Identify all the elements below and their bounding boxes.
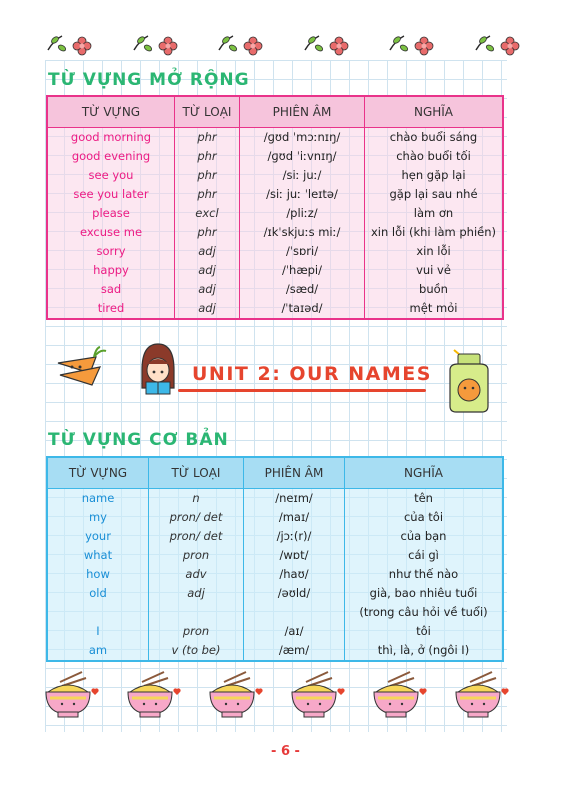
phonetic-cell: /ˈsɒri/ — [240, 242, 365, 261]
bowl-row — [40, 668, 512, 726]
type-cell: adj — [175, 261, 240, 280]
table-row — [47, 166, 503, 185]
header-type: TỪ LOẠI — [175, 96, 240, 128]
table-header-row — [47, 457, 503, 489]
meaning-cell: cái gì — [345, 546, 504, 565]
table-row — [47, 527, 503, 546]
flower-icon — [468, 28, 530, 62]
header-meaning: NGHĨA — [365, 96, 504, 128]
flower-icon — [40, 28, 102, 62]
type-cell: adj — [149, 584, 244, 622]
carrot-icon — [50, 345, 108, 395]
word-cell: happy — [47, 261, 175, 280]
table-row — [47, 508, 503, 527]
phonetic-cell: /neɪm/ — [244, 489, 345, 509]
word-cell: sorry — [47, 242, 175, 261]
word-cell: sad — [47, 280, 175, 299]
flower-icon — [126, 28, 188, 62]
meaning-cell: tôi — [345, 622, 504, 641]
basic-vocab-title: TỪ VỰNG CƠ BẢN — [48, 430, 229, 450]
meaning-line-2: (trong câu hỏi về tuổi) — [359, 605, 488, 619]
type-cell: adj — [175, 280, 240, 299]
word-cell: your — [47, 527, 149, 546]
word-cell: am — [47, 641, 149, 661]
table-row — [47, 185, 503, 204]
meaning-cell: mệt mỏi — [365, 299, 504, 319]
table-row — [47, 546, 503, 565]
type-cell: n — [149, 489, 244, 509]
phonetic-cell: /əʊld/ — [244, 584, 345, 622]
type-cell: excl — [175, 204, 240, 223]
table-row — [47, 565, 503, 584]
flower-icon — [211, 28, 273, 62]
meaning-cell: xin lỗi — [365, 242, 504, 261]
unit-title: UNIT 2: OUR NAMES — [192, 363, 432, 385]
noodle-bowl-icon — [40, 668, 102, 726]
type-cell: phr — [175, 223, 240, 242]
word-cell: see you — [47, 166, 175, 185]
header-meaning: NGHĨA — [345, 457, 504, 489]
table-header-row — [47, 96, 503, 128]
type-cell: v (to be) — [149, 641, 244, 661]
noodle-bowl-icon — [286, 668, 348, 726]
meaning-cell: của tôi — [345, 508, 504, 527]
header-phonetic: PHIÊN ÂM — [244, 457, 345, 489]
page-number: - 6 - — [271, 744, 300, 759]
meaning-cell: tên — [345, 489, 504, 509]
word-cell: good evening — [47, 147, 175, 166]
meaning-cell: làm ơn — [365, 204, 504, 223]
type-cell: pron — [149, 546, 244, 565]
type-cell: adv — [149, 565, 244, 584]
girl-reading-icon — [136, 340, 180, 406]
phonetic-cell: /maɪ/ — [244, 508, 345, 527]
word-cell: what — [47, 546, 149, 565]
type-cell: adj — [175, 299, 240, 319]
meaning-cell: xin lỗi (khi làm phiền) — [365, 223, 504, 242]
meaning-cell: của bạn — [345, 527, 504, 546]
extended-vocab-title: TỪ VỰNG MỞ RỘNG — [48, 70, 250, 90]
phonetic-cell: /sæd/ — [240, 280, 365, 299]
meaning-cell: chào buổi tối — [365, 147, 504, 166]
meaning-cell: gặp lại sau nhé — [365, 185, 504, 204]
header-type: TỪ LOẠI — [149, 457, 244, 489]
phonetic-cell: /ɪkˈskjuːs miː/ — [240, 223, 365, 242]
meaning-cell: vui vẻ — [365, 261, 504, 280]
header-phonetic: PHIÊN ÂM — [240, 96, 365, 128]
table-row — [47, 280, 503, 299]
table-row — [47, 261, 503, 280]
phonetic-cell: /siː juː ˈleɪtə/ — [240, 185, 365, 204]
meaning-cell: thì, là, ở (ngôi I) — [345, 641, 504, 661]
noodle-bowl-icon — [204, 668, 266, 726]
table-row — [47, 147, 503, 166]
type-cell: phr — [175, 185, 240, 204]
word-cell: how — [47, 565, 149, 584]
meaning-cell: hẹn gặp lại — [365, 166, 504, 185]
type-cell: phr — [175, 147, 240, 166]
extended-vocab-table — [46, 95, 504, 320]
table-row — [47, 128, 503, 148]
word-cell: excuse me — [47, 223, 175, 242]
word-cell: name — [47, 489, 149, 509]
table-row — [47, 204, 503, 223]
word-cell: I — [47, 622, 149, 641]
table-row — [47, 242, 503, 261]
type-cell: pron — [149, 622, 244, 641]
phonetic-cell: /siː juː/ — [240, 166, 365, 185]
phonetic-cell: /pliːz/ — [240, 204, 365, 223]
phonetic-cell: /æm/ — [244, 641, 345, 661]
header-word: TỪ VỰNG — [47, 457, 149, 489]
meaning-cell: buồn — [365, 280, 504, 299]
table-row — [47, 622, 503, 641]
phonetic-cell: /ɡʊd ˈmɔːnɪŋ/ — [240, 128, 365, 148]
flower-icon — [382, 28, 444, 62]
meaning-cell — [345, 584, 504, 622]
phonetic-cell: /ɡʊd ˈiːvnɪŋ/ — [240, 147, 365, 166]
type-cell: phr — [175, 166, 240, 185]
meaning-cell: như thế nào — [345, 565, 504, 584]
bottle-icon — [440, 348, 498, 422]
type-cell: adj — [175, 242, 240, 261]
type-cell: phr — [175, 128, 240, 148]
phonetic-cell: /haʊ/ — [244, 565, 345, 584]
meaning-line-1: già, bao nhiêu tuổi — [369, 586, 478, 600]
phonetic-cell: /ˈhæpi/ — [240, 261, 365, 280]
unit-title-underline — [178, 389, 426, 392]
word-cell: please — [47, 204, 175, 223]
basic-vocab-table — [46, 456, 504, 662]
word-cell: see you later — [47, 185, 175, 204]
meaning-cell: chào buổi sáng — [365, 128, 504, 148]
phonetic-cell: /wɒt/ — [244, 546, 345, 565]
table-row — [47, 584, 503, 622]
word-cell: tired — [47, 299, 175, 319]
header-word: TỪ VỰNG — [47, 96, 175, 128]
table-row — [47, 489, 503, 509]
type-cell: pron/ det — [149, 508, 244, 527]
word-cell: good morning — [47, 128, 175, 148]
phonetic-cell: /jɔː(r)/ — [244, 527, 345, 546]
phonetic-cell: /ˈtaɪəd/ — [240, 299, 365, 319]
type-cell: pron/ det — [149, 527, 244, 546]
flower-icon — [297, 28, 359, 62]
table-row — [47, 223, 503, 242]
table-row — [47, 299, 503, 319]
phonetic-cell: /aɪ/ — [244, 622, 345, 641]
noodle-bowl-icon — [368, 668, 430, 726]
table-row — [47, 641, 503, 661]
word-cell: old — [47, 584, 149, 622]
decoration-row — [40, 28, 530, 62]
word-cell: my — [47, 508, 149, 527]
noodle-bowl-icon — [450, 668, 512, 726]
noodle-bowl-icon — [122, 668, 184, 726]
